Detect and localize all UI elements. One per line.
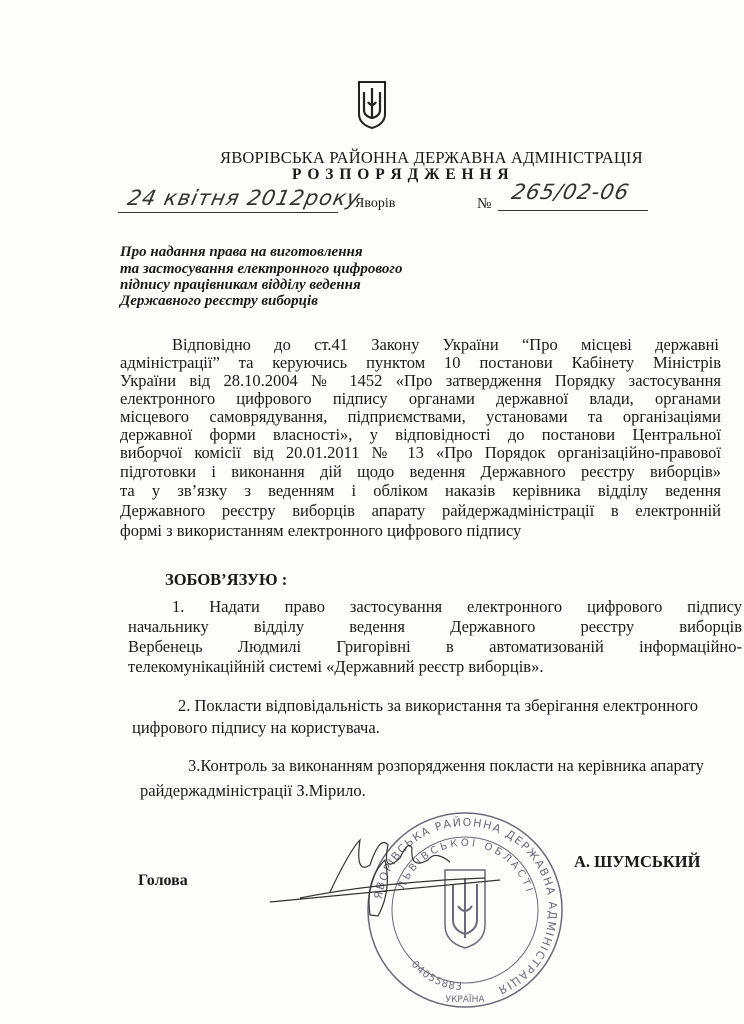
preamble-line: державної форми власності», у відповідності до постанови Центральної — [120, 425, 721, 444]
preamble-line: адміністрації” та керуючись пунктом 10 постанови Кабінету Міністрів — [120, 353, 721, 372]
number-handwritten: 265/02-06 — [509, 180, 632, 204]
preamble-line: та у зв’язку з веденням і обліком наказів керівника відділу ведення — [120, 481, 721, 500]
stamp-inner-text: ЛЬВІВСЬКОЇ ОБЛАСТІ — [396, 837, 535, 896]
svg-text:04055883 — [409, 959, 464, 993]
preamble-line: виборчої комісії від 20.01.2011 № 13 «Про Порядок організаційно-правової — [120, 443, 721, 462]
subject-line: підпису працівникам відділу ведення — [120, 277, 361, 293]
stamp-country: УКРАЇНА — [445, 995, 485, 1005]
preamble-line: Державного реєстру виборців апарату райдержадміністрації в електронній — [120, 501, 721, 520]
stamp-code: 04055883 — [408, 959, 464, 994]
item-line: цифрового підпису на користувача. — [132, 718, 380, 737]
item-line: телекомунікаційній системі «Державний реєстр виборців». — [128, 657, 544, 676]
place: Яворів — [355, 196, 396, 211]
preamble-line: формі з використанням електронного цифрового підпису — [120, 521, 522, 540]
preamble-line: електронного цифрового підпису органами державної влади, органами — [120, 389, 721, 408]
signatory-name: А. ШУМСЬКИЙ — [574, 852, 701, 871]
item-line: 3.Контроль за виконанням розпорядження покласти на керівника апарату — [188, 756, 704, 775]
document-type: Р О З П О Р Я Д Ж Е Н Н Я — [292, 166, 510, 183]
organization-name: ЯВОРІВСЬКА РАЙОННА ДЕРЖАВНА АДМІНІСТРАЦІЯ — [220, 148, 643, 167]
trident-icon — [357, 80, 387, 130]
item-line: Вербенець Людмилі Григорівні в автоматизованій інформаційно- — [128, 637, 742, 656]
date-underline — [118, 212, 338, 213]
preamble-line: підготовки і виконання дій щодо ведення Державного реєстру виборців» — [120, 462, 721, 481]
subject-line: Державного реєстру виборців — [120, 293, 318, 309]
preamble-line: України від 28.10.2004 № 1452 «Про затвердження Порядку застосування — [120, 371, 721, 390]
number-label: № — [477, 196, 492, 212]
preamble-line: Відповідно до ст.41 Закону України “Про місцеві державні — [172, 335, 719, 354]
handwritten-signature — [260, 820, 520, 930]
number-underline — [498, 210, 648, 211]
oblige-heading: ЗОБОВ’ЯЗУЮ : — [165, 570, 288, 589]
subject-line: та застосування електронного цифрового — [120, 261, 403, 277]
date-handwritten: 24 квітня 2012року — [125, 186, 363, 210]
item-line: 2. Покласти відповідальність за використання та зберігання електронного — [178, 696, 698, 715]
stamp-outer-text: ЯВОРІВСЬКА РАЙОННА ДЕРЖАВНА АДМІНІСТРАЦІЯ — [371, 815, 560, 998]
preamble-line: місцевого самоврядування, підприємствами, установами та організаціями — [120, 407, 721, 426]
item-line: 1. Надати право застосування електронного цифрового підпису — [172, 597, 742, 616]
subject-line: Про надання права на виготовлення — [120, 244, 363, 260]
signatory-position: Голова — [138, 872, 188, 889]
item-line: начальнику відділу ведення Державного реєстру виборців — [128, 617, 742, 636]
item-line: райдержадміністрації З.Мірило. — [140, 781, 366, 800]
